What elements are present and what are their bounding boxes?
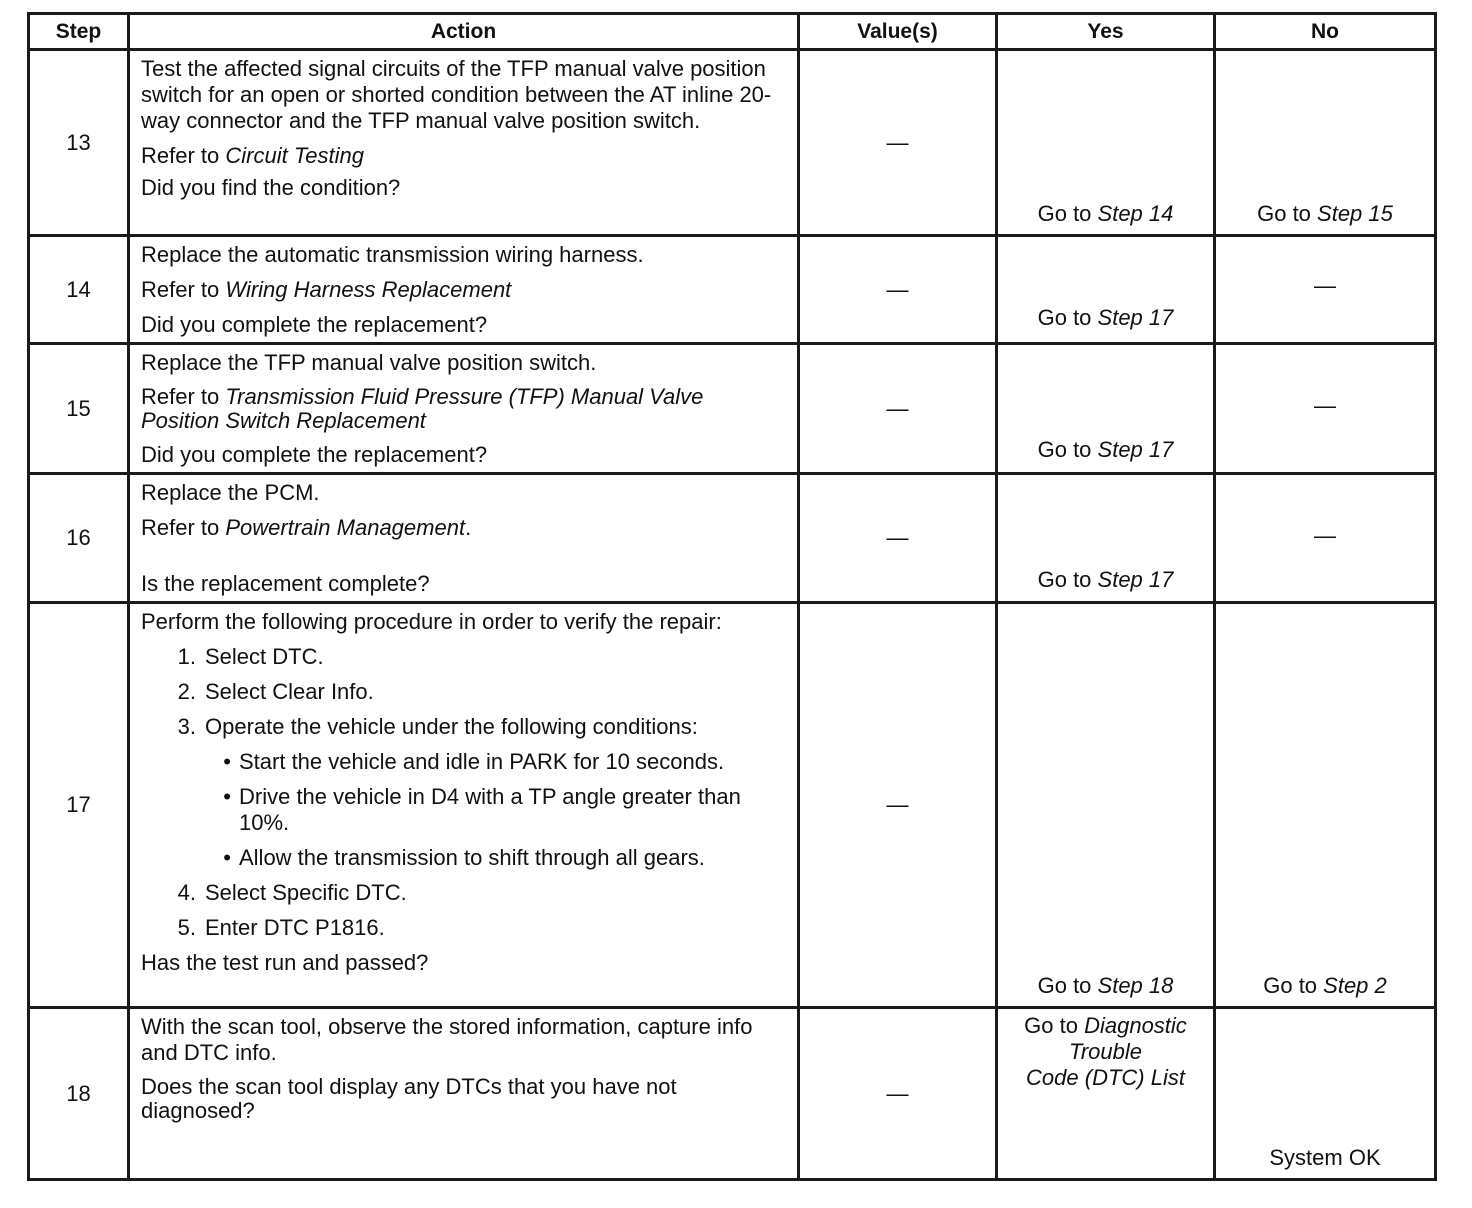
value-dash: — [886, 792, 909, 817]
no-cell [1215, 474, 1436, 603]
header-yes: Yes [997, 14, 1215, 50]
value-cell [799, 236, 997, 344]
table-row [29, 1008, 1436, 1180]
yes-cell [997, 603, 1215, 1008]
list-item: • Allow the transmission to shift through all gears. [141, 845, 787, 871]
condition-list [141, 749, 787, 871]
no-cell [1215, 1008, 1436, 1180]
list-item: 5. Enter DTC P1816. [177, 915, 385, 940]
yes-action[interactable]: Go to Step 18 [1037, 973, 1174, 998]
no-cell [1215, 50, 1436, 236]
value-cell [799, 603, 997, 1008]
action-cell [129, 236, 799, 344]
no-dash: — [1314, 393, 1336, 418]
yes-action[interactable]: Go to Step 17 [1037, 437, 1174, 462]
no-dash: — [1314, 523, 1336, 548]
question-text: Did you complete the replacement? [141, 442, 488, 467]
list-item: 2. Select Clear Info. [177, 679, 374, 704]
question-text: Is the replacement complete? [141, 571, 430, 596]
header-no: No [1215, 14, 1436, 50]
table-row [29, 474, 1436, 603]
action-text: Replace the PCM. [141, 480, 320, 505]
refer-link[interactable]: Transmission Fluid Pressure (TFP) Manual Valve Position Switch Replacement [141, 384, 704, 433]
no-dash: — [1314, 273, 1336, 298]
header-row [29, 14, 1436, 50]
action-cell [129, 344, 799, 474]
no-cell [1215, 236, 1436, 344]
no-cell [1215, 344, 1436, 474]
bullet-icon: • [223, 845, 231, 870]
header-values: Value(s) [799, 14, 997, 50]
action-text: Replace the automatic transmission wiring harness. [141, 242, 644, 267]
value-dash: — [886, 525, 909, 550]
table-row [29, 603, 1436, 1008]
list-item: 1. Select DTC. [177, 644, 324, 669]
header-action: Action [129, 14, 799, 50]
bullet-icon: • [223, 749, 231, 774]
action-text: Replace the TFP manual valve position switch. [141, 350, 597, 375]
value-dash: — [886, 1080, 909, 1106]
procedure-list [141, 644, 787, 941]
action-text: With the scan tool, observe the stored information, capture info and DTC info. [141, 1014, 753, 1065]
table-row [29, 236, 1436, 344]
yes-action[interactable]: Go to Step 17 [1037, 305, 1174, 330]
yes-cell [997, 1008, 1215, 1180]
header-step: Step [29, 14, 129, 50]
yes-cell [997, 344, 1215, 474]
yes-action[interactable]: Go to Step 17 [1037, 567, 1174, 592]
step-number: 13 [29, 50, 129, 236]
value-cell [799, 1008, 997, 1180]
step-number: 16 [29, 474, 129, 603]
action-intro: Perform the following procedure in order to verify the repair: [141, 609, 722, 634]
diagnostic-table [27, 12, 1437, 1181]
no-action[interactable]: Go to Step 15 [1257, 201, 1393, 226]
value-dash: — [886, 129, 909, 155]
value-dash: — [886, 276, 909, 302]
no-action[interactable]: System OK [1269, 1145, 1381, 1170]
list-item: • Drive the vehicle in D4 with a TP angle greater than 10%. [141, 784, 787, 836]
value-dash: — [886, 395, 909, 421]
question-text: Did you find the condition? [141, 175, 401, 200]
step-number: 18 [29, 1008, 129, 1180]
table-row [29, 50, 1436, 236]
refer-link[interactable]: Powertrain Management [225, 515, 466, 540]
table-row [29, 344, 1436, 474]
question-text: Did you complete the replacement? [141, 312, 488, 337]
list-item: 4. Select Specific DTC. [177, 880, 407, 905]
step-number: 14 [29, 236, 129, 344]
no-cell [1215, 603, 1436, 1008]
refer-line: Refer to Powertrain Management. [141, 515, 472, 540]
yes-cell [997, 474, 1215, 603]
yes-cell [997, 50, 1215, 236]
bullet-icon: • [223, 784, 231, 809]
value-cell [799, 474, 997, 603]
yes-action[interactable]: Go to Step 14 [1037, 201, 1174, 226]
action-cell [129, 1008, 799, 1180]
action-cell [129, 603, 799, 1008]
list-item: • Start the vehicle and idle in PARK for 10 seconds. [141, 749, 787, 775]
step-number: 17 [29, 603, 129, 1008]
refer-line: Refer to Wiring Harness Replacement [141, 277, 512, 302]
refer-line: Refer to Circuit Testing [141, 143, 364, 168]
no-action[interactable]: Go to Step 2 [1263, 973, 1387, 998]
step-number: 15 [29, 344, 129, 474]
refer-link[interactable]: Circuit Testing [225, 143, 364, 168]
question-text: Does the scan tool display any DTCs that you have not diagnosed? [141, 1074, 677, 1123]
value-cell [799, 50, 997, 236]
action-cell [129, 50, 799, 236]
action-cell [129, 474, 799, 603]
question-text: Has the test run and passed? [141, 950, 429, 975]
yes-cell [997, 236, 1215, 344]
yes-action[interactable]: Go to Diagnostic Trouble Code (DTC) List [1024, 1013, 1187, 1090]
refer-line: Refer to Transmission Fluid Pressure (TFP) Manual Valve Position Switch Replacement [141, 384, 704, 433]
action-text: Test the affected signal circuits of the TFP manual valve position switch for an open or shorted condition between the AT inline 20-way connector and the TFP manual valve position switch. [141, 56, 772, 133]
refer-link[interactable]: Wiring Harness Replacement [225, 277, 512, 302]
list-item: 3. Operate the vehicle under the following conditions: • Start the vehicle and idle in PARK for 10 seconds. • Drive the vehicle in D4 with a TP angle greater than 10%. • Allow the transmission to shift through all gears. [141, 714, 787, 871]
value-cell [799, 344, 997, 474]
